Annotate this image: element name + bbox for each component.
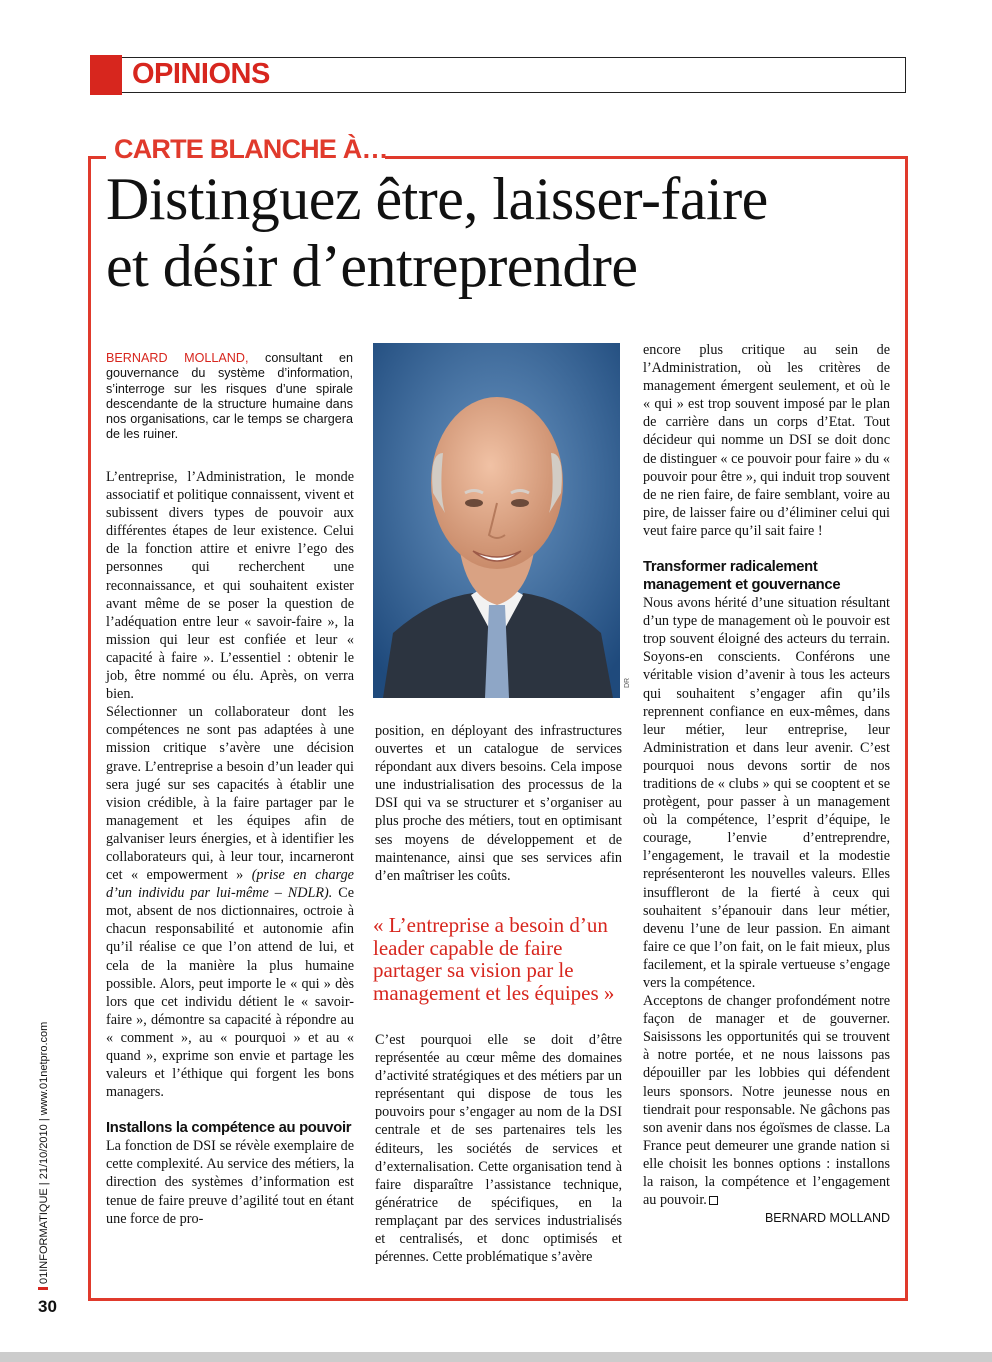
col1-p2-italic: (prise en charge d’un individu par lui-même – NDLR). bbox=[106, 867, 354, 902]
col1-subhead: Installons la compétence au pouvoir bbox=[106, 1120, 352, 1137]
col3-paragraph-2: Nous avons hérité d’une situation résultant d’un type de management où le pouvoir est trop souvent éloigné des acteurs du terrain. Soyons-en conscients. Conférons une véritable vision d’avenir à tous les acteurs qui souhaitent s’engager afin qu’ils reprennent confiance en eux-mêmes, dans leur métier, leur entreprise, leur Administration et dans leur avenir. C’est pourquoi nous devons sortir de nos traditions de « clubs » qui se cooptent et se protègent, pour passer à un management où la compétence, l’esprit d’équipe, le courage, l’envie d’entreprendre, l’engagement, le travail et la modestie représenteront les nouvelles valeurs. Elles insuffleront de la fierté à ceux qui souhaitent s’épanouir dans leur métier, devenu l’une de leur passion. En aimant faire ce que l’on fait, on le fait mieux, plus facilement, et la spirale vertueuse s’engage vers la compétence. bbox=[643, 595, 890, 991]
col3-paragraph-1: encore plus critique au sein de l’Administration, où les critères de management émergent seulement, et où le « qui » est trop souvent imposé par le plan de carrière dans un corps d’Etat. Tout décideur qui nomme un DSI se doit donc de distinguer « ce pouvoir pour faire » du « pouvoir pour être », qui induit trop souvent de ne rien faire, de faire semblant, voire au pire, de laisser faire ou d’éliminer celui qui veut faire parce qu’il sait faire ! bbox=[643, 342, 890, 539]
col3-paragraph-3 bbox=[643, 992, 890, 1209]
folio-red-bar bbox=[38, 1287, 48, 1290]
frame-top-left bbox=[88, 156, 106, 159]
col3-p3-text: Acceptons de changer profondément notre façon de manager et de gouverner. Saisissons les opportunités qui se trouvent à notre portée, et ne nous laissons pas dépouiller par les lobbies qui défendent leurs sponsors. Notre jeunesse nous en tiendrait pour responsable. Ne gâchons pas son avenir dans nos égoïsmes de classe. La France peut demeurer une grande nation si elle choisit les bonnes options : installons la raison, la compétence et l’engagement au pouvoir. bbox=[643, 993, 890, 1209]
col1-paragraph-3: La fonction de DSI se révèle exemplaire de cette complexité. Au service des métiers, la direction des systèmes d’information est tenue de faire preuve d’agilité tout en étant une force de pro- bbox=[106, 1138, 354, 1227]
section-header-marker bbox=[90, 55, 122, 95]
frame-top-right bbox=[385, 156, 908, 159]
lead-author: BERNARD MOLLAND, bbox=[106, 351, 249, 365]
kicker: CARTE BLANCHE À… bbox=[114, 134, 388, 164]
col3-subhead: Transformer radicalement management et gouvernance bbox=[643, 559, 841, 594]
column-3 bbox=[643, 341, 890, 1227]
lead-paragraph bbox=[106, 351, 353, 443]
folio-side-text bbox=[38, 1022, 50, 1290]
column-2-bottom bbox=[375, 1031, 622, 1266]
signature: BERNARD MOLLAND bbox=[764, 1211, 890, 1226]
col2-paragraph-2: C’est pourquoi elle se doit d’être représentée au cœur même des domaines d’activité stratégiques et des métiers par un représentant qui dispose de tous les pouvoirs pour s’engager au nom de la DSI centrale et de ses partenaires tels les éditeurs, les sociétés de services et d’externalisation. Cette organisation tend à faire disparaître l’assistance technique, génératrice de spécifiques, en la remplaçant par des services industrialisés et centralisés, et donc optimisés et pérennes. Cette problématique s’avère bbox=[375, 1032, 622, 1266]
bottom-strip bbox=[0, 1352, 992, 1362]
lead-text: consultant en gouvernance du système d’information, s’interroge sur les risques d’une spirale descendante de la structure humaine dans nos organisations, car le temps se chargera de les ruiner. bbox=[106, 351, 353, 442]
col2-paragraph-1: position, en déployant des infrastructures ouvertes et un catalogue de services répondant aux divers besoins. Cela impose une industrialisation des processus de la DSI qui va se structurer et s’organiser au plus proche des métiers, tout en optimisant ses moyens de développement et de maintenance, ainsi que ses services afin d’en maîtriser les coûts. bbox=[375, 723, 622, 884]
end-mark-icon bbox=[709, 1196, 718, 1205]
headline-line-1: Distinguez être, laisser-faire bbox=[106, 166, 768, 232]
page-number: 30 bbox=[38, 1297, 57, 1316]
col1-p2-text-b: Ce mot, absent de nos dictionnaires, octroie à chacun responsabilité et autonomie afin qu’il réalise ce que l’on attend de lui, et cela de la manière la plus humaine possible. Alors, peut importe le « qui » dès lors que cet individu détient le « savoir-faire », démontre sa capacité à répondre au « comment », au « pourquoi » et au « quand », exprime son envie et partage les valeurs et l’éthique qui forgent les bons managers. bbox=[106, 885, 354, 1101]
col1-paragraph-2 bbox=[106, 703, 354, 1101]
pull-quote: « L’entreprise a besoin d’un leader capable de faire partager sa vision par le management et les équipes » bbox=[373, 913, 615, 1005]
headline bbox=[106, 166, 768, 300]
section-label: OPINIONS bbox=[132, 58, 270, 90]
author-photo bbox=[373, 343, 620, 698]
portrait-image bbox=[373, 343, 620, 698]
photo-credit: DR bbox=[624, 677, 631, 688]
col1-paragraph-1: L’entreprise, l’Administration, le monde associatif et politique connaissent, vivent et subissent divers types de pouvoir aux différentes étapes de leur existence. Celui de la fonction attire et enivre l’ego des personnes qui recherchent une reconnaissance, et qui souhaitent exister avant même de se poser la question de l’adéquation entre leur « savoir-faire », la mission qui leur est confiée et leur « capacité à faire ». L’essentiel : obtenir le job, être nommé ou élu. Après, on verra bien. bbox=[106, 469, 354, 703]
col1-p2-text-a: Sélectionner un collaborateur dont les compétences ne sont pas adaptées à une mission critique s’avère une décision grave. L’entreprise a besoin d’un leader qui sera jugé sur ses capacités à établir une vision crédible, à la faire partager par le management et les équipes afin de galvaniser leurs énergies, et à identifier les collaborateurs qui, à leur tour, incarneront cet « empowerment » bbox=[106, 704, 354, 884]
column-1 bbox=[106, 468, 354, 1228]
folio-text: 01INFORMATIQUE | 21/10/2010 | www.01netpro.com bbox=[38, 1021, 50, 1284]
column-2-top bbox=[375, 722, 622, 885]
headline-line-2: et désir d’entreprendre bbox=[106, 233, 638, 299]
